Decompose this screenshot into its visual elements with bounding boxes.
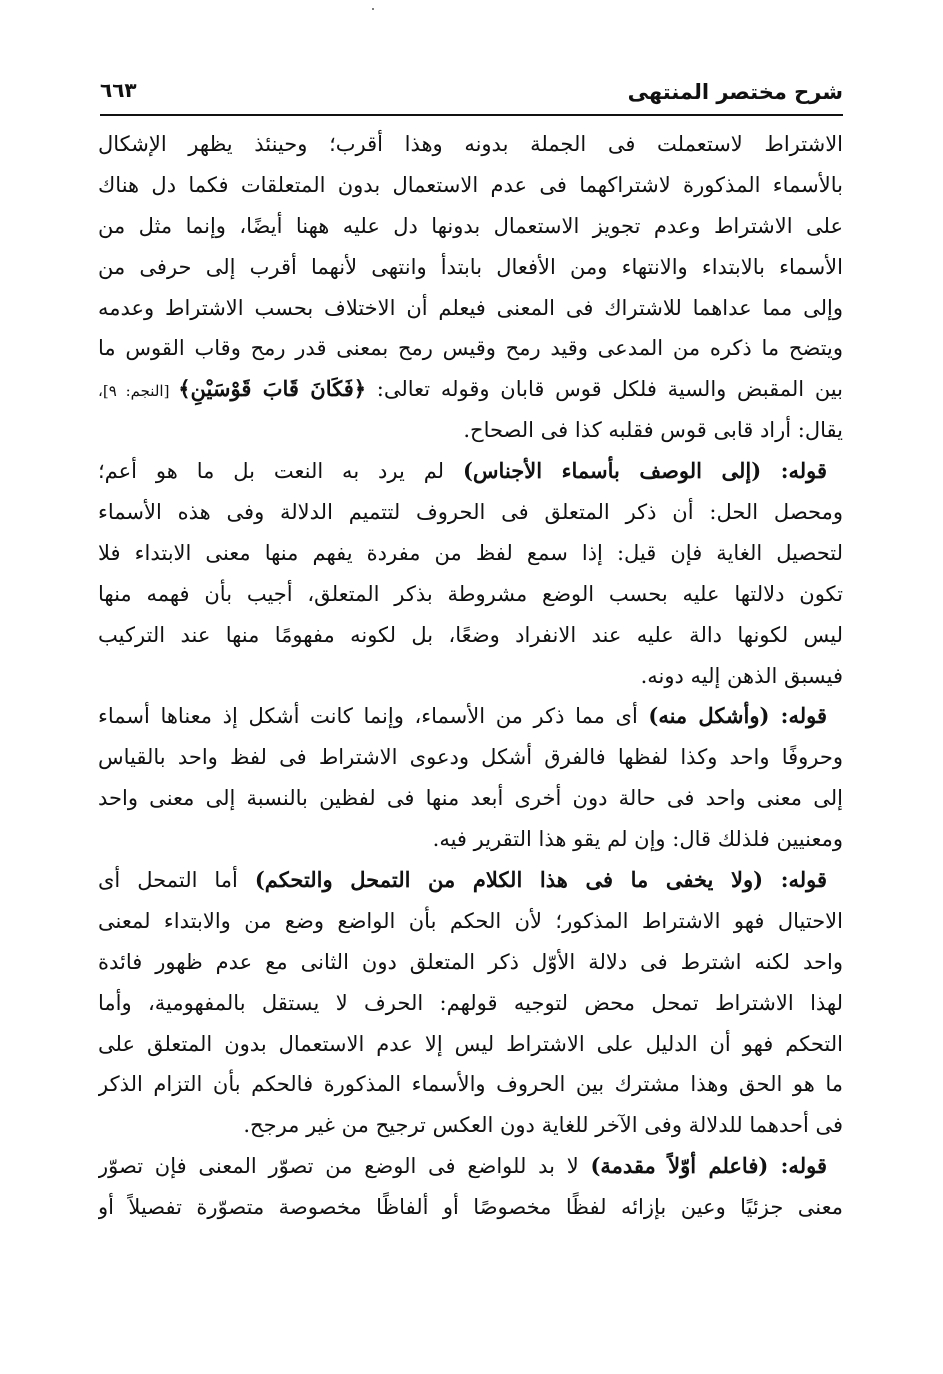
- text-line: الأسماء بالابتداء والانتهاء ومن الأفعال بابتدأ وانتهى لأنهما أقرب إلى حرفى من: [98, 254, 843, 279]
- text-line: وحروفًا واحد وكذا لفظها فالفرق أشكل ودعوى الاشتراط فى لفظ واحد بالقياس: [98, 745, 843, 770]
- text-run: بين المقبض والسية فلكل قوس قابان وقوله تعالى:: [366, 377, 843, 402]
- text-line: فى أحدهما للدلالة وفى الآخر للغاية دون العكس ترجيح من غير مرجح.: [243, 1113, 843, 1138]
- text-run: أما التمحل أى: [98, 868, 255, 893]
- commentary-lemma: قوله: (وأشكل منه): [648, 703, 827, 729]
- body-text: [98, 124, 843, 1228]
- text-line: [98, 696, 843, 737]
- quran-verse: ﴿فَكَانَ قَابَ قَوْسَيْنِ﴾: [178, 376, 367, 402]
- text-line: الاحتيال فهو الاشتراط المذكور؛ لأن الحكم بأن الواضع وضع من والابتداء لمعنى: [98, 908, 843, 933]
- text-line: على الاشتراط وعدم تجويز الاستعمال بدونها دل عليه ههنا أيضًا، وإنما مثل من: [98, 213, 843, 238]
- text-line: ومعنيين فلذلك قال: وإن لم يقو هذا التقرير فيه.: [432, 827, 843, 852]
- text-line: [98, 1146, 843, 1187]
- page-header: [100, 74, 843, 110]
- text-line: [98, 451, 843, 492]
- text-line: وإلى مما عداهما للاشتراك فى المعنى فيعلم أن الاختلاف بحسب الاشتراط وعدمه: [98, 295, 843, 320]
- text-line: ويتضح ما ذكره من المدعى وقيد رمح وقيس رمح بمعنى قدر رمح وقاب القوس ما: [98, 336, 843, 361]
- text-line: معنى جزئيًا وعين بإزائه لفظًا مخصوصًا أو ألفاظًا مخصوصة متصوّرة تفصيلاً أو: [98, 1195, 843, 1220]
- text-run: لم يرد به النعت بل ما هو أعم؛: [98, 459, 463, 484]
- text-line: ما هو الحق وهذا مشترك بين الحروف والأسماء المذكورة فالحكم بأن التزام الذكر: [98, 1072, 843, 1097]
- text-line: لهذا الاشتراط تمحل محض لتوجيه قولهم: الحرف لا يستقل بالمفهومية، وأما: [98, 990, 843, 1015]
- text-line: بالأسماء المذكورة لاشتراكهما فى عدم الاستعمال بدون المتعلقات فكما دل هناك: [98, 172, 843, 197]
- text-run: لا بد للواضع فى الوضع من تصوّر المعنى فإن تصوّر: [98, 1154, 591, 1179]
- text-line: تكون دلالتها عليه بحسب الوضع مشروطة بذكر المتعلق، أجيب بأن فهمه منها: [98, 581, 843, 606]
- text-line: فيسبق الذهن إليه دونه.: [640, 663, 843, 688]
- commentary-lemma: قوله: (فاعلم أوّلاً مقدمة): [590, 1153, 827, 1179]
- text-line: واحد لكنه اشترط فى دلالة الأوّل ذكر المتعلق دون الثانى مع عدم ظهور فائدة: [98, 949, 843, 974]
- commentary-lemma: قوله: (ولا يخفى ما فى هذا الكلام من التمحل والتحكم): [254, 867, 827, 893]
- text-line: الاشتراط لاستعملت فى الجملة بدونه وهذا أقرب؛ وحينئذ يظهر الإشكال: [98, 132, 843, 156]
- text-line: التحكم فهو أن الدليل على الاشتراط ليس إلا عدم الاستعمال بدون المتعلق على: [98, 1031, 843, 1056]
- text-line: [98, 860, 843, 901]
- text-line: لتحصيل الغاية فإن قيل: إذا سمع لفظ من مفردة يفهم منها معنى الابتداء فلا: [98, 540, 843, 565]
- text-line: ومحصل الحل: أن ذكر المتعلق فى الحروف لتتميم الدلالة وفى هذه الأسماء: [98, 500, 843, 525]
- commentary-lemma: قوله: (إلى الوصف بأسماء الأجناس): [462, 458, 828, 484]
- running-title: شرح مختصر المنتهى: [627, 80, 843, 104]
- verse-reference: [النجم: ٩]،: [98, 382, 179, 401]
- text-line: [98, 369, 843, 410]
- text-run: أى مما ذكر من الأسماء، وإنما كانت أشكل إذ معناها أسماء: [98, 704, 649, 729]
- page-number: ٦٦٣: [100, 78, 137, 102]
- text-line: إلى معنى واحد فى حالة دون أخرى أبعد منها فى لفظين بالنسبة إلى معنى واحد: [98, 786, 843, 811]
- text-line: ليس لكونها دالة عليه عند الانفراد وضعًا، بل لكونه مفهومًا منها عند التركيب: [98, 622, 843, 647]
- scan-mark: [372, 8, 374, 10]
- header-divider: [100, 114, 843, 116]
- text-line: يقال: أراد قابى قوس فقلبه كذا فى الصحاح.: [463, 418, 843, 443]
